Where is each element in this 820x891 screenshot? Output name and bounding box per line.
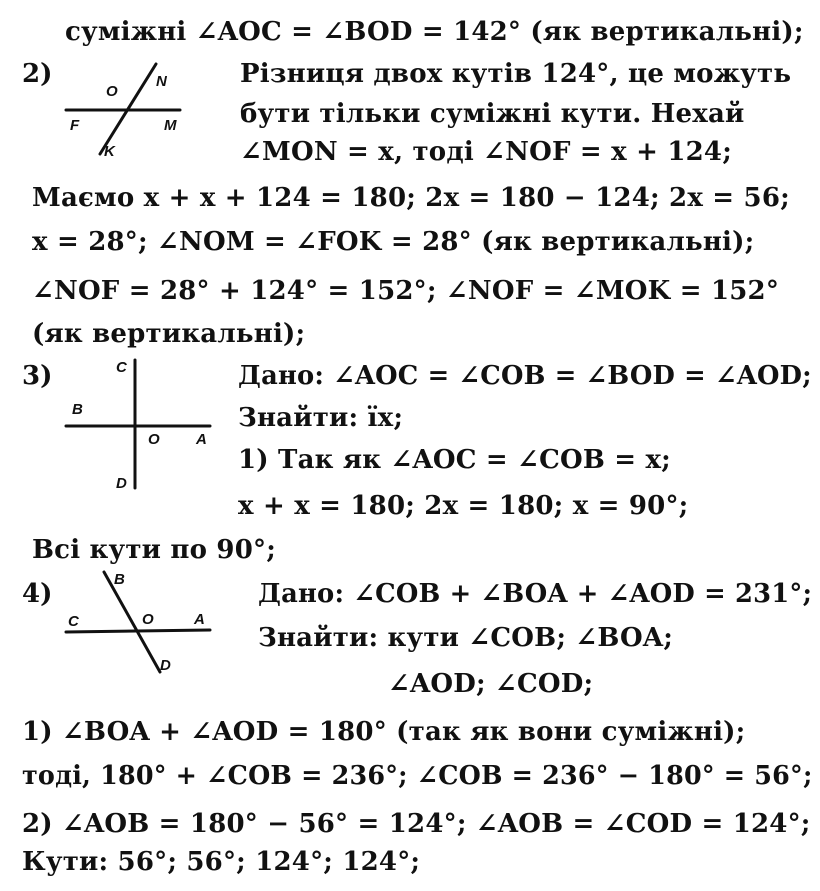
problem-4-text-2: Знайти: кути ∠COB; ∠BOA; — [258, 623, 674, 653]
text-line-1: суміжні ∠AOC = ∠BOD = 142° (як вертикальні); — [65, 17, 804, 47]
text-line-20: Кути: 56°; 56°; 124°; 124°; — [22, 847, 421, 877]
figure-2-intersecting-lines — [60, 58, 190, 158]
text-line-17: 1) ∠BOA + ∠AOD = 180° (так як вони суміжні); — [22, 717, 746, 747]
problem-4-text-1: Дано: ∠COB + ∠BOA + ∠AOD = 231°; — [258, 579, 813, 609]
problem-3-text-4: x + x = 180; 2x = 180; x = 90°; — [238, 491, 689, 521]
label-o: O — [106, 83, 118, 100]
label-k: K — [104, 143, 115, 158]
label-f: F — [70, 117, 80, 134]
problem-2-label: 2) — [22, 59, 53, 89]
figure-3-perpendicular-lines — [60, 354, 220, 494]
label-n: N — [156, 73, 167, 90]
problem-2-text-3: ∠MON = x, тоді ∠NOF = x + 124; — [240, 137, 732, 167]
label-d: D — [116, 475, 127, 492]
text-line-18: тоді, 180° + ∠COB = 236°; ∠COB = 236° − 180° = 56°; — [22, 761, 813, 791]
text-line-8: (як вертикальні); — [32, 319, 306, 349]
problem-2-text-2: бути тільки суміжні кути. Нехай — [240, 99, 745, 129]
text-line-6: x = 28°; ∠NOM = ∠FOK = 28° (як вертикальні); — [32, 227, 755, 257]
problem-3-label: 3) — [22, 361, 53, 391]
problem-3-text-3: 1) Так як ∠AOC = ∠COB = x; — [238, 445, 671, 475]
label-o: O — [142, 611, 154, 628]
problem-4-text-3: ∠AOD; ∠COD; — [388, 669, 594, 699]
problem-3-text-1: Дано: ∠AOC = ∠COB = ∠BOD = ∠AOD; — [238, 361, 812, 391]
label-o: O — [148, 431, 160, 448]
text-line-7: ∠NOF = 28° + 124° = 152°; ∠NOF = ∠MOK = 152° — [32, 276, 780, 306]
problem-4-label: 4) — [22, 579, 53, 609]
figure-4-intersecting-lines — [60, 566, 220, 676]
label-b: B — [114, 571, 125, 588]
problem-3-text-2: Знайти: їх; — [238, 403, 404, 433]
label-d: D — [160, 657, 171, 674]
label-b: B — [72, 401, 83, 418]
label-c: C — [68, 613, 79, 630]
problem-2-text-1: Різниця двох кутів 124°, це можуть — [240, 59, 792, 89]
label-c: C — [116, 359, 127, 376]
label-m: M — [164, 117, 177, 134]
text-line-13: Всі кути по 90°; — [32, 535, 277, 565]
text-line-5: Маємо x + x + 124 = 180; 2x = 180 − 124; 2x = 56; — [32, 183, 790, 213]
text-line-19: 2) ∠AOB = 180° − 56° = 124°; ∠AOB = ∠COD = 124°; — [22, 809, 811, 839]
label-a: A — [196, 431, 207, 448]
label-a: A — [194, 611, 205, 628]
